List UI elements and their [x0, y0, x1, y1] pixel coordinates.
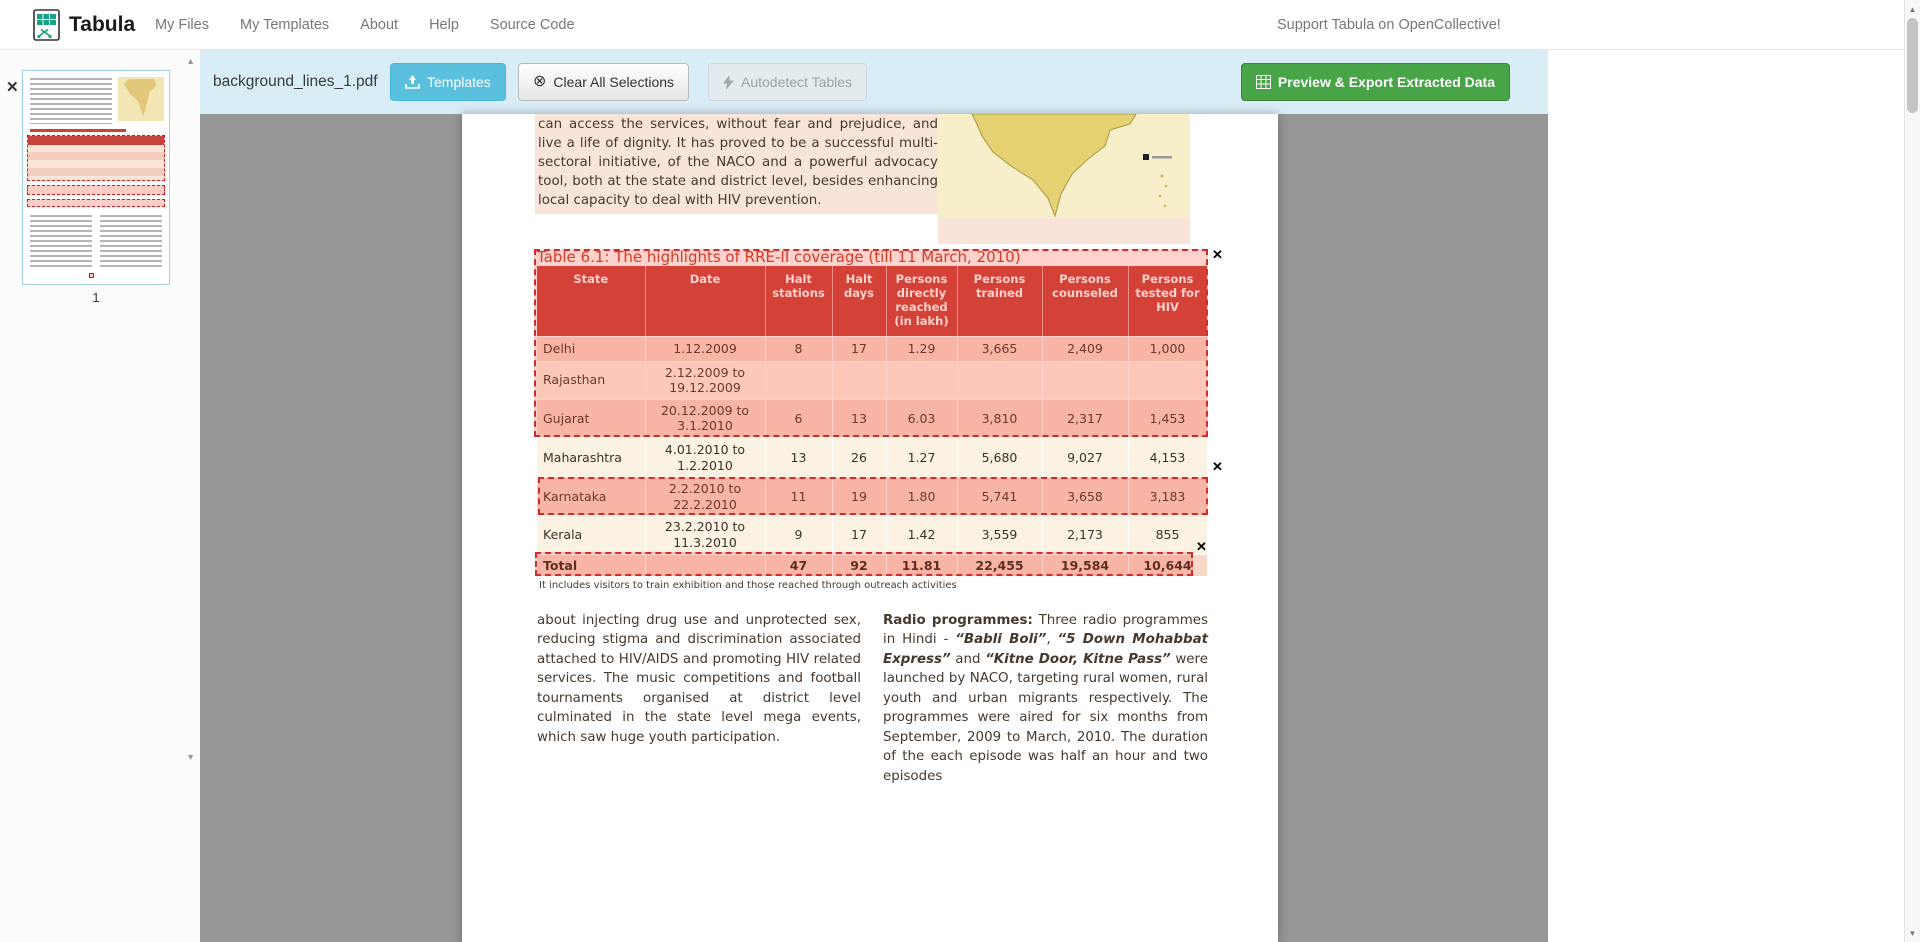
india-map	[938, 114, 1190, 218]
table-cell: 1,453	[1128, 399, 1207, 437]
table-cell: Total	[537, 554, 645, 576]
table-cell: 19	[832, 478, 886, 516]
table-cell: 1.29	[886, 336, 957, 361]
table-cell: 3,559	[957, 516, 1042, 554]
column-header: Halt stations	[765, 266, 832, 336]
table-cell: 23.2.2010 to 11.3.2010	[645, 516, 765, 554]
table-cell: 2.12.2009 to 19.12.2009	[645, 361, 765, 399]
table-cell: 4.01.2010 to 1.2.2010	[645, 438, 765, 478]
table-cell: Gujarat	[537, 399, 645, 437]
table-row	[537, 438, 1207, 478]
table-cell: 3,658	[1042, 478, 1128, 516]
scroll-down-icon[interactable]: ▼	[1908, 928, 1917, 938]
autodetect-tables-button[interactable]	[708, 63, 867, 101]
thumbnail-text-lines	[30, 78, 112, 124]
table-selection-3[interactable]	[535, 552, 1193, 576]
thumbnail-mini-table-header	[28, 136, 164, 145]
nav-item-my-files[interactable]: My Files	[155, 17, 209, 33]
table-cell: 2,173	[1042, 516, 1128, 554]
pdf-right-paragraph	[883, 611, 1208, 786]
table-cell: 92	[832, 554, 886, 576]
table-cell: 20.12.2009 to 3.1.2010	[645, 399, 765, 437]
column-header: Halt days	[832, 266, 886, 336]
paragraph-segment: ,	[1046, 632, 1058, 648]
column-header: Persons directly reached (in lakh)	[886, 266, 957, 336]
scrollbar-thumb[interactable]	[1907, 18, 1918, 113]
preview-export-button[interactable]	[1241, 63, 1510, 101]
toolbar	[200, 50, 1548, 114]
paragraph-segment: “Kitne Door, Kitne Pass”	[985, 651, 1171, 667]
table-cell: 5,741	[957, 478, 1042, 516]
templates-button[interactable]	[390, 63, 506, 101]
table-cell: 13	[832, 399, 886, 437]
column-header: Persons tested for HIV	[1128, 266, 1207, 336]
column-header: State	[537, 266, 645, 336]
india-map-block	[938, 114, 1190, 218]
table-cell: 3,665	[957, 336, 1042, 361]
paragraph-segment: “Babli Boli”	[955, 632, 1047, 648]
table-cell: 6	[765, 399, 832, 437]
map-caption-strip	[938, 218, 1190, 244]
thumbnail-selection-marker	[89, 273, 94, 278]
lightning-icon	[723, 75, 734, 90]
nav-item-about[interactable]: About	[360, 17, 399, 33]
thumbnail-selection	[27, 185, 165, 195]
table-selection-2[interactable]	[538, 477, 1208, 515]
nav-item-help[interactable]: Help	[429, 17, 459, 33]
table-cell: 17	[832, 516, 886, 554]
table-cell: 22,455	[957, 554, 1042, 576]
paragraph-segment: and	[950, 651, 986, 667]
clear-selections-label: Clear All Selections	[553, 74, 675, 90]
thumbnail-selection	[27, 199, 165, 207]
selection-3-close-icon[interactable]: ✕	[1196, 539, 1207, 554]
table-cell: Rajasthan	[537, 361, 645, 399]
sidebar	[0, 50, 200, 942]
table-cell: 5,680	[957, 438, 1042, 478]
thumbnail-text-lines	[100, 215, 162, 269]
tabula-logo	[33, 9, 60, 41]
table-row	[537, 516, 1207, 554]
table-cell: 13	[765, 438, 832, 478]
table-cell: 9	[765, 516, 832, 554]
autodetect-tables-label: Autodetect Tables	[741, 74, 853, 90]
paragraph-segment: “5 Down Mohabbat Express”	[883, 632, 1209, 667]
table-grid-icon	[1256, 75, 1271, 89]
thumbnail-selection	[27, 135, 165, 181]
nav-item-source-code[interactable]: Source Code	[489, 17, 575, 33]
thumbnail-text-lines	[30, 215, 92, 269]
clear-selections-button[interactable]	[518, 63, 689, 101]
table-cell: 2,317	[1042, 399, 1128, 437]
table-cell: 1.80	[886, 478, 957, 516]
table-cell: 3,183	[1128, 478, 1207, 516]
table-selection-1[interactable]	[534, 249, 1208, 437]
paragraph-segment: Radio programmes:	[883, 613, 1033, 628]
page-scrollbar[interactable]	[1904, 0, 1920, 942]
table-cell: 4,153	[1128, 438, 1207, 478]
table-cell: Kerala	[537, 516, 645, 554]
table-cell: Maharashtra	[537, 438, 645, 478]
navbar	[0, 0, 1920, 50]
table-cell: 26	[832, 438, 886, 478]
column-header: Persons counseled	[1042, 266, 1128, 336]
thumbnail-table-title	[30, 129, 126, 132]
intro-paragraph-block	[535, 114, 943, 214]
table-footnote: It includes visitors to train exhibition and those reached through outreach activities	[539, 580, 957, 591]
table-cell: 1.12.2009	[645, 336, 765, 361]
pdf-left-paragraph: about injecting drug use and unprotected sex, reducing stigma and discrimination associated attached to HIV/AIDS and promoting HIV related services. The music competitions and football tournaments organised at district level culminated in the state level mega events, which saw huge youth participation.	[537, 613, 861, 745]
table-cell: Karnataka	[537, 478, 645, 516]
table-cell: Delhi	[537, 336, 645, 361]
table-cell: 1.42	[886, 516, 957, 554]
table-cell: 3,810	[957, 399, 1042, 437]
templates-label: Templates	[427, 74, 491, 90]
paragraph-segment: Three radio programmes in Hindi -	[883, 613, 1209, 648]
sidebar-scroll-up-icon[interactable]: ▲	[186, 56, 195, 66]
brand-text: Tabula	[69, 13, 136, 36]
nav-items	[155, 0, 575, 50]
selection-2-close-icon[interactable]: ✕	[1212, 459, 1223, 474]
scroll-up-icon[interactable]: ▲	[1908, 4, 1917, 14]
table-cell: 47	[765, 554, 832, 576]
table-cell: 8	[765, 336, 832, 361]
templates-icon	[405, 75, 420, 89]
paragraph-segment: were launched by NACO, targeting rural women, rural youth and urban migrants respectively. The programmes were aired for six months from September, 2009 to March, 2010. The duration of the each episode was half an hour and two episodes	[883, 651, 1208, 784]
selection-1-close-icon[interactable]: ✕	[1212, 247, 1223, 262]
table-cell: 9,027	[1042, 438, 1128, 478]
thumbnail-map-shape	[124, 79, 156, 117]
clear-circle-icon: ⊗	[533, 73, 547, 90]
support-link[interactable]: Support Tabula on OpenCollective!	[1277, 17, 1501, 33]
table-title: Table 6.1: The highlights of RRE-II coverage (till 11 March, 2010)	[537, 248, 1021, 266]
table-cell: 17	[832, 336, 886, 361]
table-cell: 11	[765, 478, 832, 516]
table-cell: 11.81	[886, 554, 957, 576]
table-cell: 1.27	[886, 438, 957, 478]
table-cell: 6.03	[886, 399, 957, 437]
table-cell: 2,409	[1042, 336, 1128, 361]
table-cell: 19,584	[1042, 554, 1128, 576]
map-legend-swatch	[1143, 154, 1149, 160]
column-header: Date	[645, 266, 765, 336]
remove-file-button[interactable]: ✕	[6, 79, 19, 96]
table-cell: 10,644	[1128, 554, 1207, 576]
intro-paragraph: can access the services, without fear and prejudice, and live a life of dignity. It has proved to be a successful multi-sectoral initiative, of the NACO and a powerful advocacy tool, both at the state and district level, besides enhancing local capacity to deal with HIV prevention.	[538, 117, 938, 209]
filename: background_lines_1.pdf	[213, 73, 378, 90]
page-thumbnail[interactable]	[22, 70, 170, 285]
nav-item-my-templates[interactable]: My Templates	[239, 17, 330, 33]
column-header: Persons trained	[957, 266, 1042, 336]
table-cell: 1,000	[1128, 336, 1207, 361]
pdf-viewer	[200, 50, 1548, 942]
preview-export-label: Preview & Export Extracted Data	[1277, 74, 1495, 90]
thumbnail-map	[118, 77, 164, 121]
sidebar-scroll-down-icon[interactable]: ▼	[186, 752, 195, 762]
brand-link[interactable]	[33, 0, 135, 50]
pdf-page[interactable]	[462, 114, 1278, 942]
table-cell: 855	[1128, 516, 1207, 554]
table-cell: 2.2.2010 to 22.2.2010	[645, 478, 765, 516]
thumbnail-page-number: 1	[92, 290, 100, 305]
